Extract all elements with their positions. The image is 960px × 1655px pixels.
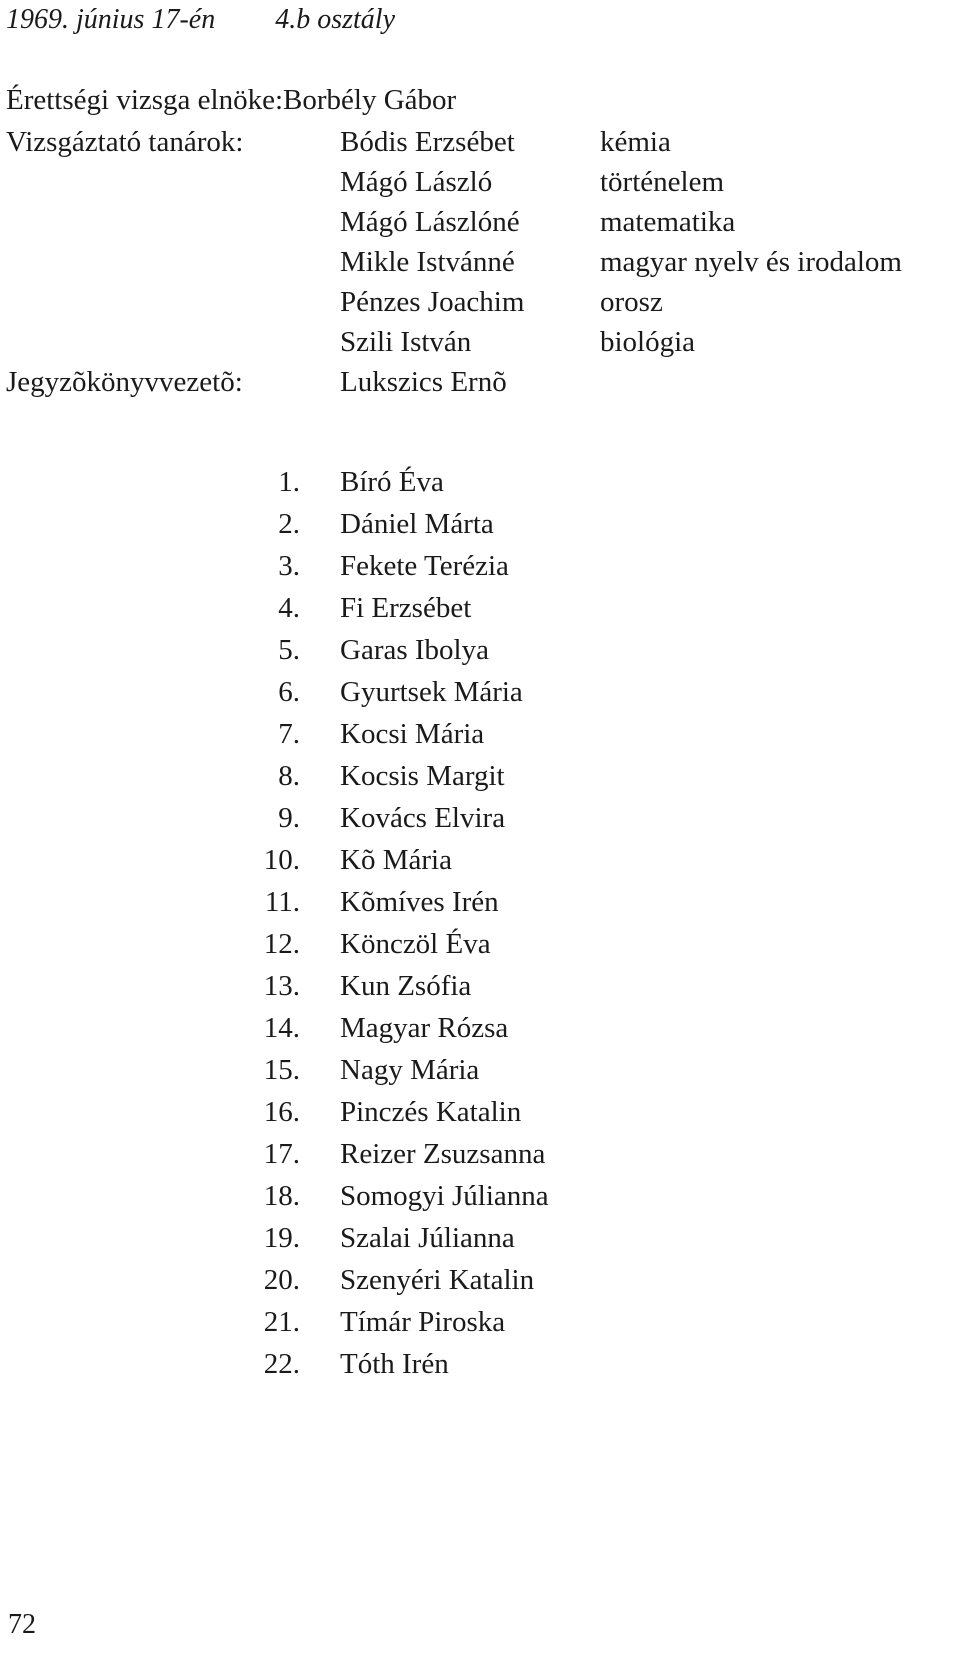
examiners-label: Vizsgáztató tanárok: bbox=[6, 126, 244, 158]
list-item bbox=[0, 1134, 620, 1176]
examiner-row bbox=[0, 202, 960, 242]
student-number: 14. bbox=[263, 1012, 300, 1044]
student-name: Tímár Piroska bbox=[340, 1306, 506, 1338]
student-name: Kõmíves Irén bbox=[340, 886, 499, 918]
student-name: Pinczés Katalin bbox=[340, 1096, 522, 1128]
student-name: Kovács Elvira bbox=[340, 802, 506, 834]
examiner-row bbox=[0, 162, 960, 202]
examiner-row bbox=[0, 282, 960, 322]
list-item bbox=[0, 924, 620, 966]
list-item bbox=[0, 546, 620, 588]
list-item bbox=[0, 630, 620, 672]
student-name: Szenyéri Katalin bbox=[340, 1264, 535, 1296]
list-item bbox=[0, 504, 620, 546]
examiner-row bbox=[0, 242, 960, 282]
student-number: 2. bbox=[278, 508, 300, 540]
examiner-row bbox=[0, 122, 960, 162]
recorder-row bbox=[0, 362, 960, 402]
list-item bbox=[0, 1260, 620, 1302]
student-number: 12. bbox=[263, 928, 300, 960]
list-item bbox=[0, 1344, 620, 1386]
student-number: 19. bbox=[263, 1222, 300, 1254]
student-number: 17. bbox=[263, 1138, 300, 1170]
student-number: 6. bbox=[278, 676, 300, 708]
student-number: 4. bbox=[278, 592, 300, 624]
student-name: Somogyi Júlianna bbox=[340, 1180, 549, 1212]
examiner-name: Mágó László bbox=[340, 166, 493, 198]
examiner-subject: kémia bbox=[600, 126, 671, 158]
student-number: 22. bbox=[263, 1348, 300, 1380]
list-item bbox=[0, 840, 620, 882]
examiner-subject: matematika bbox=[600, 206, 736, 238]
student-number: 10. bbox=[263, 844, 300, 876]
student-list bbox=[0, 462, 620, 1386]
list-item bbox=[0, 798, 620, 840]
student-name: Tóth Irén bbox=[340, 1348, 449, 1380]
examiner-name: Szili István bbox=[340, 326, 472, 358]
student-name: Bíró Éva bbox=[340, 466, 444, 498]
student-name: Nagy Mária bbox=[340, 1054, 480, 1086]
student-name: Magyar Rózsa bbox=[340, 1012, 509, 1044]
list-item bbox=[0, 756, 620, 798]
list-item bbox=[0, 1218, 620, 1260]
student-number: 20. bbox=[263, 1264, 300, 1296]
list-item bbox=[0, 1176, 620, 1218]
examiner-subject: biológia bbox=[600, 326, 696, 358]
student-name: Fekete Terézia bbox=[340, 550, 509, 582]
student-number: 5. bbox=[278, 634, 300, 666]
list-item bbox=[0, 882, 620, 924]
student-name: Garas Ibolya bbox=[340, 634, 489, 666]
examiner-row bbox=[0, 322, 960, 362]
document-header bbox=[6, 0, 395, 40]
student-name: Gyurtsek Mária bbox=[340, 676, 523, 708]
student-name: Kocsis Margit bbox=[340, 760, 505, 792]
student-number: 9. bbox=[278, 802, 300, 834]
student-number: 18. bbox=[263, 1180, 300, 1212]
student-name: Szalai Júlianna bbox=[340, 1222, 515, 1254]
list-item bbox=[0, 714, 620, 756]
recorder-label: Jegyzõkönyvvezetõ: bbox=[6, 366, 243, 398]
exam-date: 1969. június 17-én bbox=[6, 4, 216, 35]
examiner-name: Bódis Erzsébet bbox=[340, 126, 515, 158]
examiner-name: Pénzes Joachim bbox=[340, 286, 525, 318]
student-name: Könczöl Éva bbox=[340, 928, 491, 960]
recorder-name: Lukszics Ernõ bbox=[340, 366, 507, 398]
list-item bbox=[0, 462, 620, 504]
chair-label: Érettségi vizsga elnöke: bbox=[6, 84, 284, 116]
list-item bbox=[0, 966, 620, 1008]
chair-name: Borbély Gábor bbox=[283, 84, 457, 116]
examiner-subject: orosz bbox=[600, 286, 663, 318]
student-number: 21. bbox=[263, 1306, 300, 1338]
list-item bbox=[0, 1050, 620, 1092]
student-number: 7. bbox=[278, 718, 300, 750]
student-number: 16. bbox=[263, 1096, 300, 1128]
student-name: Reizer Zsuzsanna bbox=[340, 1138, 546, 1170]
student-number: 11. bbox=[264, 886, 300, 918]
student-number: 1. bbox=[278, 466, 300, 498]
student-number: 15. bbox=[263, 1054, 300, 1086]
list-item bbox=[0, 1092, 620, 1134]
student-number: 3. bbox=[278, 550, 300, 582]
list-item bbox=[0, 672, 620, 714]
exam-chair-line bbox=[6, 80, 456, 120]
examiners-table bbox=[0, 122, 960, 402]
list-item bbox=[0, 1302, 620, 1344]
list-item bbox=[0, 588, 620, 630]
class-name: 4.b osztály bbox=[275, 4, 395, 35]
student-name: Kun Zsófia bbox=[340, 970, 472, 1002]
list-item bbox=[0, 1008, 620, 1050]
student-name: Kõ Mária bbox=[340, 844, 452, 876]
student-number: 13. bbox=[263, 970, 300, 1002]
examiner-subject: történelem bbox=[600, 166, 725, 198]
student-name: Fi Erzsébet bbox=[340, 592, 472, 624]
student-name: Dániel Márta bbox=[340, 508, 494, 540]
examiner-name: Mikle Istvánné bbox=[340, 246, 515, 278]
examiner-subject: magyar nyelv és irodalom bbox=[600, 246, 902, 278]
examiner-name: Mágó Lászlóné bbox=[340, 206, 520, 238]
student-number: 8. bbox=[278, 760, 300, 792]
page-number: 72 bbox=[8, 1609, 36, 1640]
student-name: Kocsi Mária bbox=[340, 718, 485, 750]
